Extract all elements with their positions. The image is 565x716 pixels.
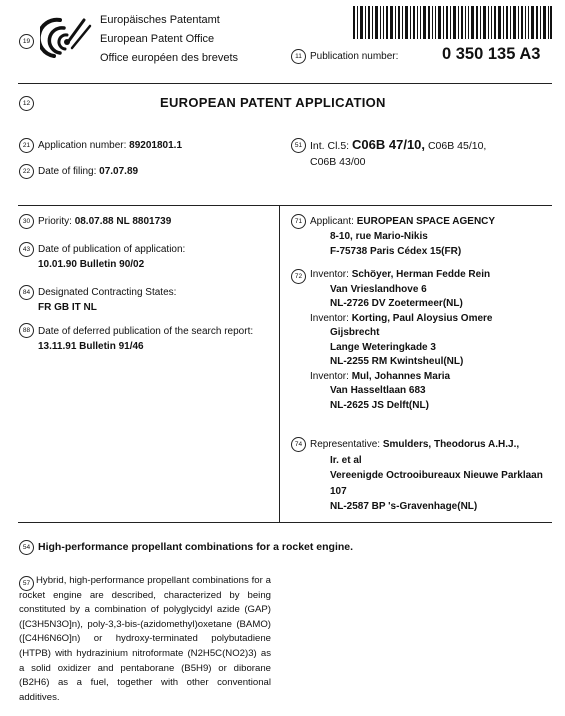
int-cl-main: C06B 47/10,	[352, 137, 426, 152]
representative-name: Smulders, Theodorus A.H.J.,	[382, 439, 520, 450]
designated-states-block	[38, 285, 176, 315]
int-cl-block	[310, 137, 486, 170]
publication-number: 0 350 135 A3	[442, 45, 541, 63]
designated-states-ref-number: 84	[19, 285, 34, 300]
logo-number: 19	[19, 34, 34, 49]
application-number-label: Application number:	[38, 140, 127, 151]
office-name-fr: Office européen des brevets	[100, 52, 238, 64]
filing-date-label: Date of filing:	[38, 166, 97, 177]
filing-ref-number: 22	[19, 164, 34, 179]
document-title: EUROPEAN PATENT APPLICATION	[160, 95, 386, 110]
int-cl-ref-number: 51	[291, 138, 306, 153]
applicant-block	[310, 214, 495, 259]
invention-title: High-performance propellant combinations for a rocket engine.	[38, 541, 354, 553]
int-cl-rest1: C06B 45/10,	[427, 140, 487, 152]
designated-states-value: FR GB IT NL	[38, 302, 97, 313]
application-ref-number: 21	[19, 138, 34, 153]
inventor-2-address-3: NL-2255 RM Kwintsheul(NL)	[330, 356, 464, 367]
priority-label: Priority:	[38, 216, 72, 227]
date-pub-app-ref-number: 43	[19, 242, 34, 257]
inventor-1-address-1: Van Vrieslandhove 6	[330, 283, 427, 295]
top-divider	[18, 83, 552, 84]
applicant-address-2: F-75738 Paris Cédex 15(FR)	[330, 246, 462, 257]
filing-date-row	[38, 165, 138, 178]
representative-ref-number: 74	[291, 437, 306, 452]
bottom-divider	[18, 522, 552, 523]
representative-line-1: Ir. et al	[330, 454, 362, 466]
inventor-label: Inventor:	[310, 370, 349, 382]
int-cl-rest2: C06B 43/00	[310, 156, 366, 168]
inventor-label: Inventor:	[310, 312, 349, 324]
date-deferred-label: Date of deferred publication of the search report:	[38, 326, 254, 337]
inventors-block	[310, 268, 492, 413]
date-pub-app-label: Date of publication of application:	[38, 244, 186, 255]
office-names	[100, 11, 238, 68]
inventor-3-address-2: NL-2625 JS Delft(NL)	[330, 399, 429, 411]
representative-line-4: NL-2587 BP 's-Gravenhage(NL)	[330, 501, 478, 512]
designated-states-label: Designated Contracting States:	[38, 287, 177, 298]
inventor-ref-number: 72	[291, 269, 306, 284]
date-deferred-value: 13.11.91 Bulletin 91/46	[38, 341, 144, 352]
abstract-ref-number: 57	[19, 576, 34, 591]
applicant-address-1: 8-10, rue Mario-Nikis	[330, 231, 428, 242]
representative-block	[310, 437, 543, 515]
representative-line-3: 107	[330, 485, 347, 497]
inventor-label: Inventor:	[310, 269, 349, 280]
applicant-label: Applicant:	[310, 216, 354, 227]
priority-value: 08.07.88 NL 8801739	[74, 216, 172, 227]
date-pub-app-value: 10.01.90 Bulletin 90/02	[38, 259, 145, 270]
office-name-de: Europäisches Patentamt	[100, 14, 220, 26]
representative-label: Representative:	[310, 439, 381, 450]
inventor-3-name: Mul, Johannes Maria	[351, 370, 451, 382]
date-deferred-ref-number: 88	[19, 323, 34, 338]
epo-logo-icon	[40, 12, 92, 64]
representative-line-2: Vereenigde Octrooibureaux Nieuwe Parklaan	[330, 470, 543, 481]
int-cl-label: Int. Cl.5:	[310, 140, 350, 152]
column-divider	[279, 206, 280, 522]
inventor-1-address-2: NL-2726 DV Zoetermeer(NL)	[330, 298, 463, 309]
abstract-text: Hybrid, high-performance propellant combinations for a rocket engine are described, characterized by being constituted by a combination of polyglycidyl azide (GAP) ([C3H5N3O]n), poly-3,3-bis-(azidomethyl)oxetane (BAMO) ([C4H6N6O]n) or hydroxy-terminated polybutadiene (HTPB) with hydrazinium nitroformate (N2H5C(NO2)3) as a solid oxidizer and pentaborane (B5H9) or diborane (B2H6) as a fuel, together with other conventional additives.	[19, 575, 271, 703]
applicant-name: EUROPEAN SPACE AGENCY	[356, 216, 496, 227]
inventor-1-name: Schöyer, Herman Fedde Rein	[351, 269, 491, 280]
inventor-2-address-1: Gijsbrecht	[330, 327, 380, 338]
application-number-value: 89201801.1	[129, 140, 183, 151]
invention-title-ref-number: 54	[19, 540, 34, 555]
date-pub-app-block	[38, 242, 185, 272]
publication-ref-number: 11	[291, 49, 306, 64]
title-ref-number: 12	[19, 96, 34, 111]
application-number-row	[38, 139, 182, 152]
office-name-en: European Patent Office	[100, 33, 215, 45]
applicant-ref-number: 71	[291, 214, 306, 229]
filing-date-value: 07.07.89	[99, 166, 139, 177]
inventor-2-address-2: Lange Weteringkade 3	[330, 341, 436, 353]
priority-row	[38, 215, 171, 228]
middle-divider	[18, 205, 552, 206]
inventor-3-address-1: Van Hasseltlaan 683	[330, 385, 426, 396]
publication-label: Publication number:	[310, 51, 399, 62]
barcode-image	[353, 6, 552, 39]
priority-ref-number: 30	[19, 214, 34, 229]
inventor-2-name: Korting, Paul Aloysius Omere	[351, 312, 493, 324]
date-deferred-block	[38, 324, 253, 354]
